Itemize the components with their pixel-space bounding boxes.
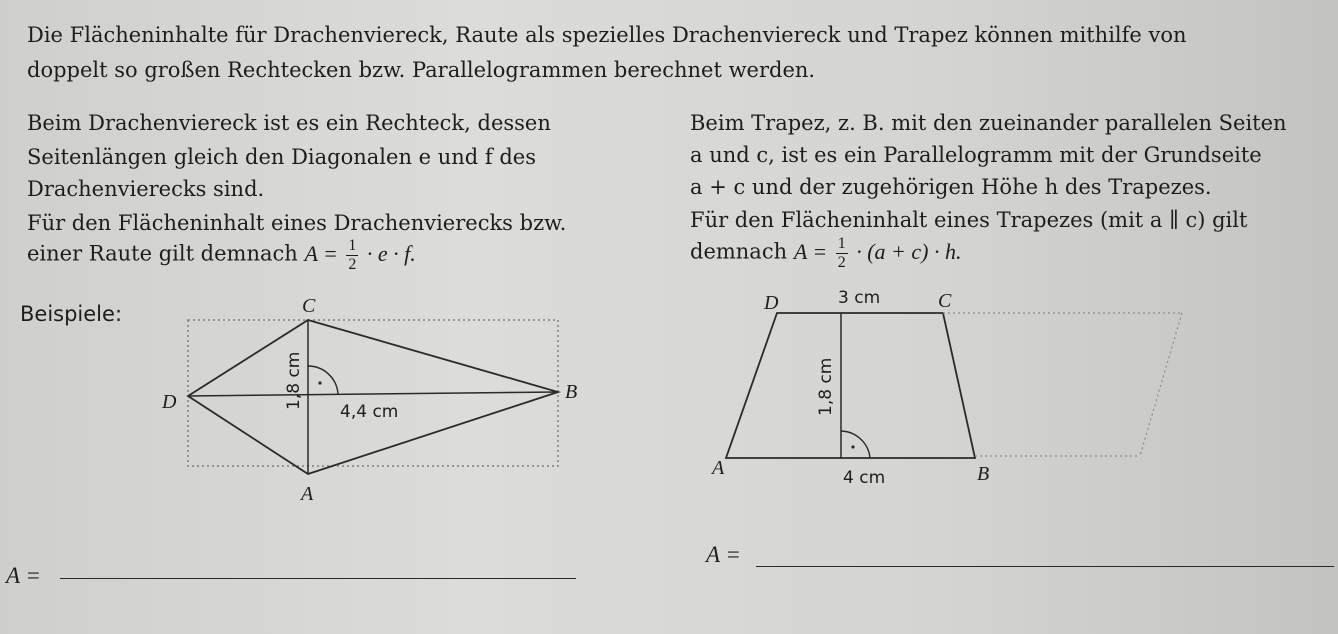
- trapezoid-bottom-label: 4 cm: [843, 468, 886, 488]
- intro-line-2: doppelt so großen Rechtecken bzw. Parallelogrammen berechnet werden.: [27, 58, 816, 82]
- kite-width-label: 4,4 cm: [340, 402, 399, 422]
- trapezoid-vertex-b: B: [977, 463, 990, 485]
- left-formula-rhs: · e · f.: [366, 240, 416, 266]
- kite-vertex-c: C: [302, 295, 316, 317]
- trapezoid-vertex-a: A: [712, 457, 725, 479]
- kite-diagonal-horizontal: [188, 392, 558, 396]
- examples-label: Beispiele:: [20, 302, 123, 326]
- kite-vertex-d: D: [162, 391, 177, 413]
- trapezoid-vertex-c: C: [938, 290, 952, 312]
- kite-vertex-a: A: [301, 483, 314, 505]
- right-formula-lhs: A =: [793, 238, 828, 264]
- kite-right-angle-arc: [308, 366, 338, 394]
- trapezoid-right-angle-dot: [851, 445, 854, 448]
- left-text-line-1: Beim Drachenviereck ist es ein Rechteck, dessen: [27, 111, 551, 135]
- intro-line-1: Die Flächeninhalte für Drachenviereck, Raute als spezielles Drachenviereck und Trapez können mithilfe von: [27, 23, 1187, 47]
- right-formula-prefix: demnach: [690, 239, 788, 264]
- kite-vertex-b: B: [565, 381, 578, 403]
- trapezoid-top-label: 3 cm: [838, 288, 881, 308]
- left-formula-prefix: einer Raute gilt demnach: [27, 241, 298, 266]
- left-text-line-2: Seitenlängen gleich den Diagonalen e und f des: [27, 145, 537, 169]
- left-formula-lhs: A =: [304, 240, 338, 266]
- right-text-line-3: a + c und der zugehörigen Höhe h des Trapezes.: [690, 175, 1212, 199]
- trapezoid-height-label: 1,8 cm: [816, 357, 836, 416]
- right-text-line-4: Für den Flächeninhalt eines Trapezes (mit a ∥ c) gilt: [690, 208, 1248, 232]
- right-formula-den: 2: [837, 254, 846, 271]
- left-text-line-3: Drachenvierecks sind.: [27, 177, 265, 201]
- right-text-line-2: a und c, ist es ein Parallelogramm mit der Grundseite: [690, 143, 1262, 167]
- trapezoid-right-angle-arc: [841, 431, 870, 458]
- left-formula-den: 2: [348, 256, 357, 273]
- answer-right-label: A =: [706, 542, 741, 567]
- kite-outline: [188, 320, 558, 474]
- right-formula-num: 1: [837, 235, 846, 252]
- right-formula-rhs: · (a + c) · h.: [856, 238, 962, 264]
- kite-height-label: 1,8 cm: [284, 351, 304, 410]
- answer-left-label: A =: [6, 563, 41, 588]
- trapezoid-outline: [726, 313, 975, 458]
- answer-right-field[interactable]: [756, 566, 1334, 567]
- parallelogram-right-edge: [1140, 313, 1182, 456]
- left-formula-num: 1: [348, 237, 357, 254]
- kite-right-angle-dot: [318, 381, 321, 384]
- left-text-line-4: Für den Flächeninhalt eines Drachenvierecks bzw.: [27, 211, 567, 235]
- answer-left-field[interactable]: [60, 578, 576, 579]
- right-text-line-1: Beim Trapez, z. B. mit den zueinander parallelen Seiten: [690, 111, 1287, 135]
- trapezoid-vertex-d: D: [764, 292, 779, 314]
